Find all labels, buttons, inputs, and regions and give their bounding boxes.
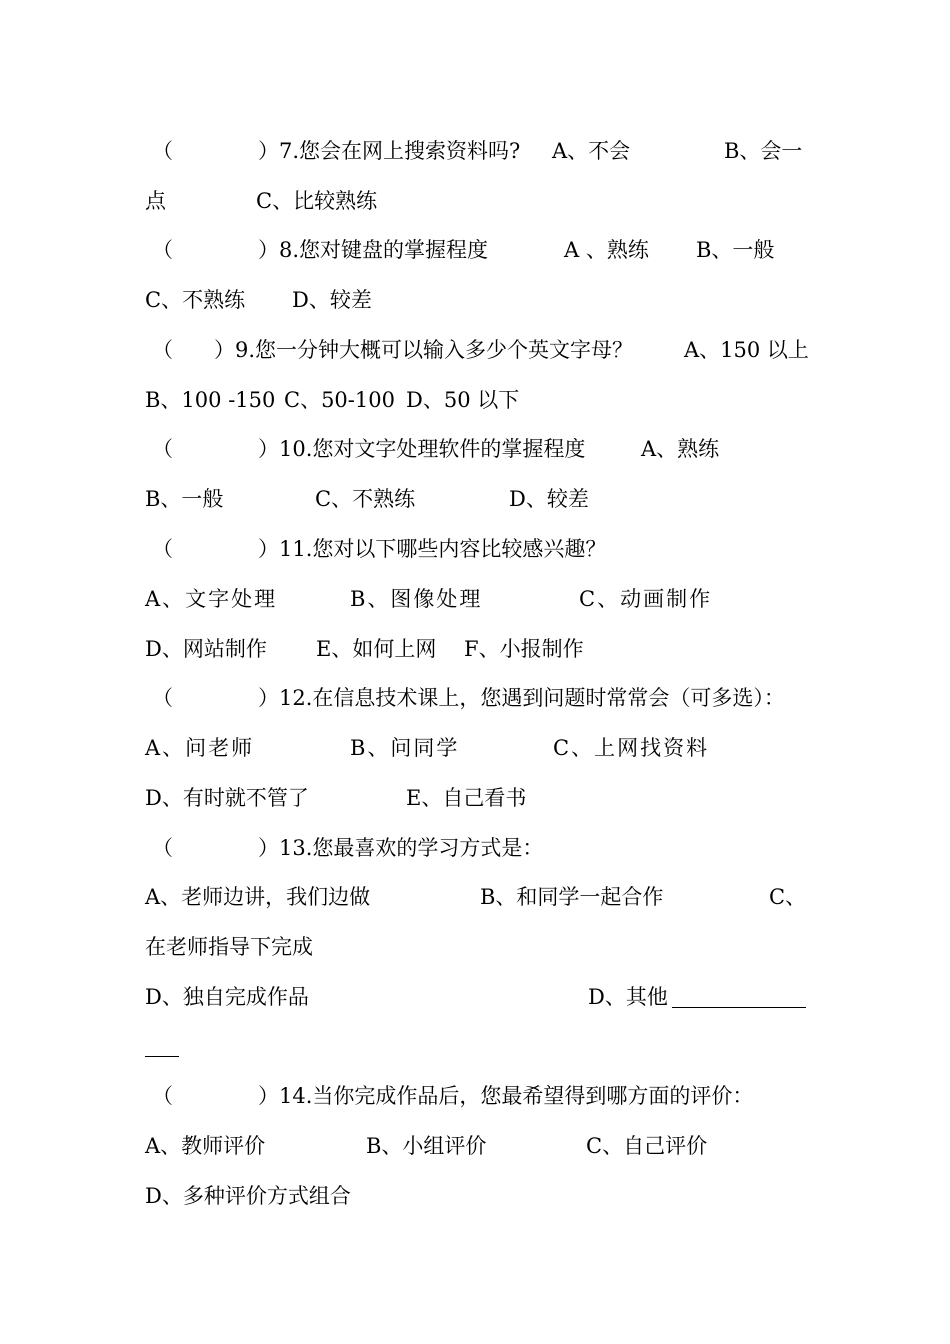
option-d: D、多种评价方式组合	[145, 1184, 351, 1208]
option-a: A、不会	[552, 139, 631, 163]
answer-paren-open: （	[152, 537, 173, 561]
question-14-text: ）14.当你完成作品后，您最希望得到哪方面的评价：	[258, 1084, 754, 1108]
option-c: C、自己评价	[586, 1134, 708, 1158]
question-11-line-3	[0, 634, 950, 664]
option-a: A 、熟练	[564, 238, 649, 262]
option-c: C、	[769, 885, 807, 909]
option-e: E、自己看书	[406, 786, 527, 810]
question-7-line-1	[0, 136, 950, 166]
option-c: C、不熟练	[315, 487, 416, 511]
option-a: A、老师边讲，我们边做	[145, 885, 371, 909]
option-c: C、50-100	[284, 388, 395, 412]
answer-paren-open: （	[152, 238, 173, 262]
question-11-text: ）11.您对以下哪些内容比较感兴趣？	[258, 537, 607, 561]
question-14-line-1	[0, 1081, 950, 1111]
question-13-line-4	[0, 982, 950, 1012]
question-12-line-2	[0, 733, 950, 763]
question-13-line-1	[0, 833, 950, 863]
option-b: B、小组评价	[366, 1134, 487, 1158]
option-b-continued: 点	[145, 189, 166, 213]
fill-in-blank-line-continued	[145, 1056, 179, 1057]
question-10-line-1	[0, 434, 950, 464]
fill-in-blank-line	[672, 1007, 806, 1008]
answer-paren-open: （	[152, 1084, 173, 1108]
question-12-text: ）12.在信息技术课上，您遇到问题时常常会（可多选）：	[258, 686, 785, 710]
question-8-line-2	[0, 285, 950, 315]
answer-paren-open: （	[152, 686, 173, 710]
option-c: C、上网找资料	[553, 736, 710, 760]
question-14-line-2	[0, 1131, 950, 1161]
option-d: D、50 以下	[406, 388, 520, 412]
option-d: D、网站制作	[145, 637, 267, 661]
option-other: D、其他	[588, 985, 668, 1009]
question-9-line-1	[0, 335, 950, 365]
answer-paren-open: （	[152, 836, 173, 860]
question-10-text: ）10.您对文字处理软件的掌握程度	[258, 437, 586, 461]
question-14-line-3	[0, 1181, 950, 1211]
option-a: A、问老师	[145, 736, 255, 760]
question-8-text: ）8.您对键盘的掌握程度	[258, 238, 489, 262]
question-13-line-2	[0, 882, 950, 912]
option-d: D、较差	[292, 288, 372, 312]
question-8-line-1	[0, 235, 950, 265]
answer-paren-open: （	[152, 139, 173, 163]
answer-paren-open: （	[152, 338, 173, 362]
option-a: A、教师评价	[145, 1134, 266, 1158]
option-b: B、问同学	[350, 736, 460, 760]
question-9-text: ）9.您一分钟大概可以输入多少个英文字母？	[214, 338, 634, 362]
option-c: C、不熟练	[145, 288, 246, 312]
option-b: B、和同学一起合作	[480, 885, 664, 909]
question-13-text: ）13.您最喜欢的学习方式是：	[258, 836, 544, 860]
question-12-line-1	[0, 683, 950, 713]
option-b: B、图像处理	[350, 587, 483, 611]
option-a: A、文字处理	[145, 587, 278, 611]
option-b: B、一般	[696, 238, 775, 262]
option-d: D、较差	[509, 487, 589, 511]
option-d: D、独自完成作品	[145, 985, 309, 1009]
question-10-line-2	[0, 484, 950, 514]
option-b: B、会一	[724, 139, 803, 163]
option-c: C、动画制作	[579, 587, 713, 611]
option-c: C、比较熟练	[256, 189, 378, 213]
question-13-line-3	[0, 932, 950, 962]
question-12-line-3	[0, 783, 950, 813]
option-b: B、100 -150	[145, 388, 276, 412]
option-d: D、有时就不管了	[145, 786, 309, 810]
question-11-line-2	[0, 584, 950, 614]
question-7-line-2	[0, 186, 950, 216]
answer-paren-open: （	[152, 437, 173, 461]
question-7-text: ）7.您会在网上搜索资料吗?	[258, 139, 521, 163]
option-c-continued: 在老师指导下完成	[145, 935, 313, 959]
option-b: B、一般	[145, 487, 224, 511]
question-11-line-1	[0, 534, 950, 564]
option-a: A、熟练	[641, 437, 720, 461]
question-9-line-2	[0, 385, 950, 415]
option-e: E、如何上网	[316, 637, 437, 661]
option-f: F、小报制作	[464, 637, 584, 661]
option-a: A、150 以上	[684, 338, 809, 362]
